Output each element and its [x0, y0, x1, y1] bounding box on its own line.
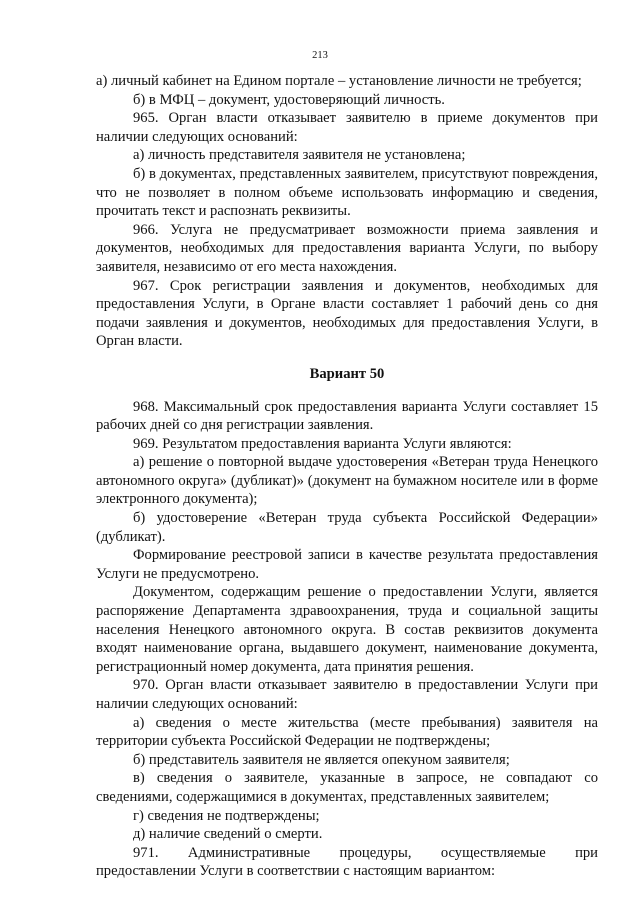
paragraph: б) представитель заявителя не является опекуном заявителя;: [133, 751, 510, 768]
paragraph: б) в МФЦ – документ, удостоверяющий личность.: [133, 91, 445, 108]
paragraph: б) в документах, представленных заявителем, присутствуют повреждения, что не позволяет в полном объеме использовать информацию и сведения, прочитать текст и распознать реквизиты.: [96, 165, 598, 220]
paragraph: г) сведения не подтверждены;: [133, 807, 320, 824]
paragraph: а) сведения о месте жительства (месте пребывания) заявителя на территории субъекта Российской Федерации не подтверждены;: [96, 714, 598, 750]
paragraph: в) сведения о заявителе, указанные в запросе, не совпадают со сведениями, содержащимися в документах, представленных заявителем;: [96, 770, 598, 805]
paragraph: 969. Результатом предоставления варианта Услуги являются:: [133, 435, 512, 452]
section-heading: Вариант 50: [309, 365, 385, 382]
paragraph: д) наличие сведений о смерти.: [133, 826, 323, 843]
paragraph: Документом, содержащим решение о предоставлении Услуги, является распоряжение Департамента здравоохранения, труда и социальной защиты населения Ненецкого автономного округа. В состав реквизитов документа входят наименование органа, выдавшего документ, наименование документа, регистрационный номер документа, дата принятия решения.: [96, 584, 598, 675]
paragraph: б) удостоверение «Ветеран труда субъекта Российской Федерации» (дубликат).: [96, 510, 598, 545]
paragraph: 965. Орган власти отказывает заявителю в приеме документов при наличии следующих оснований:: [96, 110, 598, 145]
paragraph: а) решение о повторной выдаче удостоверения «Ветеран труда Ненецкого автономного округа» (дубликат)» (документ на бумажном носителе или в форме электронного документа);: [96, 454, 598, 508]
paragraph: 966. Услуга не предусматривает возможности приема заявления и документов, необходимых для предоставления варианта Услуги, по выбору заявителя, независимо от его места нахождения.: [96, 221, 598, 275]
spacer: [96, 384, 598, 398]
paragraph: 970. Орган власти отказывает заявителю в предоставлении Услуги при наличии следующих оснований:: [96, 677, 598, 712]
paragraph: 967. Срок регистрации заявления и документов, необходимых для предоставления Услуги, в Органе власти составляет 1 рабочий день со дня подачи заявления и документов, необходимых для предоставления Услуги, в Орган власти.: [96, 277, 598, 350]
document-body: [96, 72, 598, 881]
page-number: 213: [312, 50, 328, 61]
paragraph: Формирование реестровой записи в качестве результата предоставления Услуги не предусмотрено.: [96, 547, 598, 582]
paragraph: а) личный кабинет на Едином портале – установление личности не требуется;: [96, 73, 582, 89]
spacer: [96, 351, 598, 365]
paragraph: 971. Административные процедуры, осуществляемые при предоставлении Услуги в соответствии с настоящим вариантом:: [96, 844, 598, 880]
paragraph: а) личность представителя заявителя не установлена;: [133, 147, 466, 164]
paragraph: 968. Максимальный срок предоставления варианта Услуги составляет 15 рабочих дней со дня регистрации заявления.: [96, 398, 598, 434]
